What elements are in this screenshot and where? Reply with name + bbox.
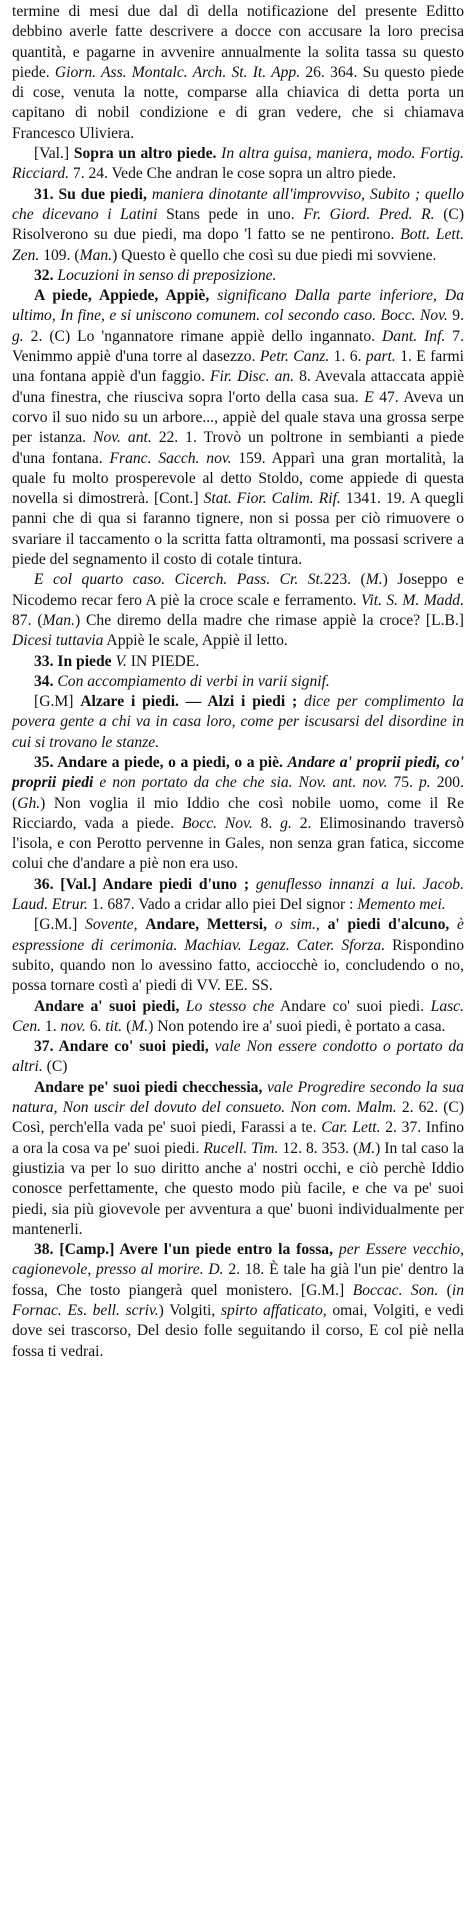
body-text: Rispondino subito, quando non lo avessino fatto, acciocchè io, concludendo o no, possa tornare costì a' piedi di VV. EE. SS. xyxy=(12,936,464,995)
italic-text: Dant. Inf. xyxy=(382,327,446,345)
dictionary-entry-paragraph xyxy=(12,1240,464,1362)
body-text: ) Volgiti, xyxy=(158,1302,221,1319)
body-text xyxy=(297,693,304,710)
italic-text: Locuzioni in senso di preposizione. xyxy=(57,266,277,284)
dictionary-entry-paragraph xyxy=(12,570,464,651)
italic-text: Man. xyxy=(42,611,75,629)
italic-text: M. xyxy=(358,1139,376,1157)
dictionary-entry-paragraph xyxy=(12,286,464,570)
entry-headword: 35. Andare a piede, o a piedi, o a piè. xyxy=(34,753,283,771)
italic-text: Boccac. Son. xyxy=(352,1281,439,1299)
body-text: termine di mesi due dal dì della notificazione del presente Editto debbino averle fatte descrivere a docce con accusare la loro precisa quantità, e pagarne in avvenire annualmente la solita tassa su questo piede. xyxy=(12,3,464,81)
body-text: IN PIEDE. xyxy=(126,652,200,670)
entry-headword: a' piedi d'alcuno, xyxy=(327,916,450,934)
italic-text: Fir. Disc. an. xyxy=(209,368,295,386)
dictionary-entry-paragraph xyxy=(12,2,464,144)
italic-text: o sim., xyxy=(274,916,320,934)
body-text: Stans pede in uno. xyxy=(157,205,304,223)
body-text: 159. Apparì una gran mortalità, la quale fu molto prosperevole al detto Stoldo, come appiede di questa novella si dimostrerà. [Cont.] xyxy=(12,449,464,508)
italic-text: Bocc. Nov. xyxy=(181,814,253,832)
italic-text: vale Progredire secondo la sua natura, Non uscir del dovuto del consueto. Non com. Malm. xyxy=(12,1078,464,1117)
body-text: ) Che diremo della madre che rimase appiè la croce? [L.B.] xyxy=(75,611,464,629)
dictionary-entry-paragraph xyxy=(12,875,464,916)
italic-text: E col quarto caso. Cicerch. Pass. Cr. St. xyxy=(34,571,324,589)
entry-headword: 36. [Val.] Andare piedi d'uno ; xyxy=(34,875,250,893)
italic-text: in Fornac. Es. bell. scriv. xyxy=(12,1281,465,1319)
italic-text: Con accompiamento di verbi in varii signif. xyxy=(57,672,330,690)
body-text: 2. (C) Lo 'ngannatore rimane appiè dello ingannato. xyxy=(23,327,383,345)
entry-headword: 33. In piede xyxy=(34,652,112,670)
dictionary-entry-paragraph xyxy=(12,692,464,753)
body-text: 22. 1. Trovò un poltrone in sembianti a piede d'una fontana. xyxy=(12,429,464,467)
italic-text: Lasc. Cen. xyxy=(12,997,464,1035)
italic-text: In altra guisa, maniera, modo. Fortig. Ricciard. xyxy=(12,145,464,183)
body-text: 47. Aveva un corvo il suo nido su un arbore..., appiè del quale stava una grossa serpe per istanza. xyxy=(12,388,464,447)
body-text: 109. ( xyxy=(39,246,80,264)
italic-text: Fr. Giord. Pred. R. xyxy=(303,205,435,223)
italic-text: p. xyxy=(419,774,431,792)
body-text: ) Joseppo e Nicodemo recar fero A piè la croce scale e ferramento. xyxy=(12,571,464,609)
dictionary-entry-paragraph xyxy=(12,753,464,875)
italic-text: Nov. ant. xyxy=(93,429,152,447)
italic-text: e non portato da che che sia. Nov. ant. nov. xyxy=(99,774,388,792)
italic-text: Man. xyxy=(79,246,113,264)
dictionary-entry-paragraph xyxy=(12,1037,464,1078)
dictionary-entry-paragraph xyxy=(12,672,464,692)
italic-text: Giorn. Ass. Montalc. Arch. St. It. App. xyxy=(54,63,301,81)
body-text: 87. ( xyxy=(12,611,43,629)
italic-text: maniera dinotante all'improvviso, Subito ; quello che dicevano i Latini xyxy=(12,185,464,223)
body-text: 1. xyxy=(41,1017,61,1035)
body-text: 8. Avevala attaccata appiè d'una finestra, che riusciva sopra l'orto della casa sua. xyxy=(12,368,464,406)
body-text: ) Non voglia il mio Iddio che così nobile uomo, come il Re Ricciardo, vada a piede. xyxy=(12,794,464,832)
italic-text: dice per complimento la povera gente a chi va in casa loro, come per iscusarsi del disordine in cui si trovano le stanze. xyxy=(12,693,464,751)
entry-headword: Andare a' suoi piedi, xyxy=(34,997,180,1015)
body-text: 7. 24. Vede Che andran le cose sopra un altro piede. xyxy=(69,165,397,183)
entry-headword: A piede, Appiede, Appiè, xyxy=(34,287,210,305)
italic-text: Franc. Sacch. nov. xyxy=(109,449,232,467)
body-text: 26. 364. Su questo piede di cose, venuta la notte, comparse alla chiavica di detta porta un capitano di nobil condizione e di gran vedere, che si chiamava Francesco Uliviera. xyxy=(12,63,464,142)
body-text: 7. Venimmo appiè d'una torre al dasezzo. xyxy=(12,327,465,366)
entry-headword: Andare pe' suoi piedi checchessia, xyxy=(34,1078,263,1096)
italic-text: Sovente, xyxy=(85,916,138,934)
italic-text: g. xyxy=(280,814,292,832)
body-text: [Val.] xyxy=(34,145,74,163)
body-text: 9. xyxy=(447,307,464,325)
body-text: ) Questo è quello che così su due piedi mi sovviene. xyxy=(112,246,437,264)
body-text: [G.M.] xyxy=(34,916,86,934)
entry-headword: 31. Su due piedi, xyxy=(34,185,147,203)
body-text: ( xyxy=(438,1281,452,1299)
italic-text: vale Non essere condotto o portato da altri. xyxy=(12,1038,464,1076)
body-text: 1. 687. Vado a cridar allo piei Del signor : xyxy=(87,896,358,914)
entry-headword: Sopra un altro piede. xyxy=(73,145,217,163)
entry-headword: Alzare i piedi. — Alzi i piedi ; xyxy=(80,693,298,711)
italic-text: Petr. Canz. xyxy=(259,348,330,366)
italic-text: significano Dalla parte inferiore, Da ultimo, In fine, e si uniscono comunem. col secondo caso. Bocc. Nov. xyxy=(12,287,464,325)
italic-text: M. xyxy=(365,571,383,589)
dictionary-entry-paragraph xyxy=(12,997,464,1038)
body-text: ) Non potendo ire a' suoi piedi, è portato a casa. xyxy=(148,1017,446,1035)
body-text: 12. 8. 353. ( xyxy=(278,1139,359,1157)
body-text xyxy=(320,916,328,933)
italic-text: Gh. xyxy=(17,794,41,812)
italic-text: M. xyxy=(131,1017,149,1035)
body-text: Andare co' suoi piedi. xyxy=(274,997,431,1015)
body-text: ( xyxy=(122,1017,132,1035)
italic-text: Dicesi tuttavia xyxy=(12,632,104,650)
italic-text: Vit. S. M. Madd. xyxy=(361,591,464,609)
entry-headword: 38. [Camp.] Avere l'un piede entro la fossa, xyxy=(34,1241,334,1259)
body-text: (C) Risolverono su due piedi, ma dopo 'l fatto se ne pentirono. xyxy=(12,205,465,244)
entry-headword: Andare, Mettersi, xyxy=(145,916,268,934)
italic-text: Stat. Fior. Calim. Rif. xyxy=(203,490,341,508)
italic-text: Lo stesso che xyxy=(185,997,275,1015)
body-text: 1341. 19. A quegli panni che di qua si faranno tignere, non si possa per ciò rimuovere o svariare il taccamento o la scritta fatta oltramonti, ma possasi scrivere a piede del segnamento il costo di cotale tintura. xyxy=(12,490,464,569)
italic-text: Rucell. Tim. xyxy=(203,1139,279,1157)
body-text: 2. 37. Infino a ora la cosa va pe' suoi piedi. xyxy=(12,1119,464,1157)
dictionary-entry-paragraph xyxy=(12,1078,464,1240)
body-text: 1. E farmi una fontana appiè d'un faggio. xyxy=(12,348,464,386)
italic-text: per Essere vecchio, cagionevole, presso al morire. D. xyxy=(12,1241,465,1279)
italic-text: spirto affaticato, xyxy=(220,1302,327,1319)
body-text: 1. 6. xyxy=(329,348,366,366)
italic-text: tit. xyxy=(105,1017,123,1035)
body-text: 6. xyxy=(85,1017,106,1035)
dictionary-entry-paragraph xyxy=(12,915,464,996)
italic-text: Memento mei. xyxy=(357,896,446,914)
body-text: omai, Volgiti, e vedi dove sei trascorso, Del desio folle seguitando il corso, E col piè nella fossa ti vedrai. xyxy=(12,1302,465,1360)
body-text: 200. ( xyxy=(12,774,464,812)
body-text: 8. xyxy=(252,814,281,832)
italic-text: Bott. Lett. Zen. xyxy=(12,226,464,264)
body-text: 2. 18. È tale ha già l'un pie' dentro la fossa, Che tosto piangerà quel monistero. [G.M.] xyxy=(12,1261,464,1299)
body-text: (C) xyxy=(42,1058,68,1076)
entry-headword: 37. Andare co' suoi piedi, xyxy=(34,1038,209,1056)
body-text: 2. Elimosinando traversò l'isola, e con Perotto pervenne in Gales, non senza gran fatica, siccome colui che d'andare a piè non era uso. xyxy=(12,814,464,873)
dictionary-entry-paragraph xyxy=(12,652,464,672)
body-text: Appiè le scale, Appiè il letto. xyxy=(103,632,288,650)
italic-text: genuflesso innanzi a lui. Jacob. Laud. Etrur. xyxy=(12,875,465,914)
italic-text: è espressione di cerimonia. Machiav. Legaz. Cater. Sforza. xyxy=(12,916,464,954)
entry-headword: 34. xyxy=(34,672,54,690)
body-text xyxy=(267,916,275,933)
italic-text: E xyxy=(364,388,374,406)
dictionary-entry-paragraph xyxy=(12,266,464,286)
body-text: 75. xyxy=(387,774,419,792)
body-text: 2. 62. (C) Così, perch'ella vada pe' suoi piedi, Farassi a te. xyxy=(12,1099,465,1137)
dictionary-entry-paragraph xyxy=(12,144,464,185)
body-text: 223. ( xyxy=(323,571,366,589)
dictionary-entry-paragraph xyxy=(12,185,464,266)
body-text: ) In tal caso la giustizia va per lo suo diritto anche a' nostri occhi, e ciò perchè Iddio conosce perfettamente, che questo modo più facile, e che va pe' suoi piedi, sia più giovevole per avventura a que' buoni individualmente per mantenerli. xyxy=(12,1139,464,1238)
body-text: [G.M] xyxy=(34,693,81,711)
entry-headword: 32. xyxy=(34,266,54,284)
italic-text: Car. Lett. xyxy=(321,1119,381,1137)
italic-text: g. xyxy=(12,327,24,345)
italic-text: V. xyxy=(115,652,127,670)
body-text xyxy=(249,876,256,893)
body-text xyxy=(449,916,457,933)
italic-text: nov. xyxy=(60,1017,86,1035)
italic-text: part. xyxy=(365,348,396,366)
entry-headword-italic: Andare a' proprii piedi, co' proprii piedi xyxy=(12,753,464,792)
